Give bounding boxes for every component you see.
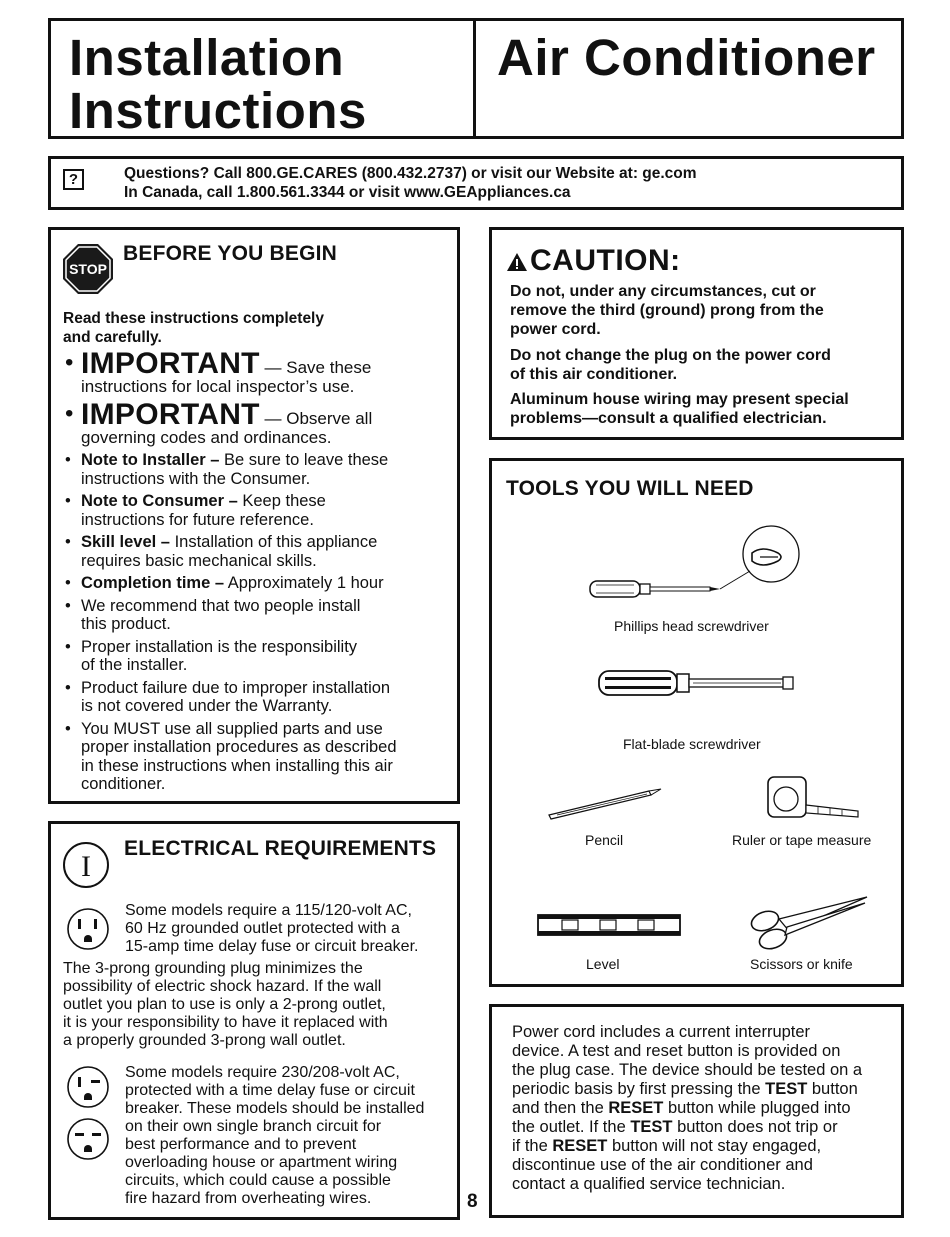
- list-item-skill-level: [63, 533, 453, 570]
- item-text: Be sure to leave these: [219, 451, 389, 469]
- caution-title: [506, 244, 681, 278]
- 208v-outlet-icon: [65, 1116, 111, 1162]
- list-item-note-consumer: [63, 492, 453, 529]
- power-cord-text: [512, 1023, 897, 1194]
- three-prong-outlet-icon: [65, 906, 111, 952]
- item-text: conditioner.: [81, 775, 166, 793]
- item-text: Keep these: [237, 492, 326, 510]
- item-text: governing codes and ordinances.: [81, 427, 332, 447]
- caution-plug: [510, 346, 895, 384]
- text-line: discontinue use of the air conditioner and: [512, 1156, 813, 1174]
- power-cord-box: [489, 1004, 904, 1218]
- text-line: Some models require a 115/120-volt AC,: [125, 902, 412, 919]
- list-item-two-people: [63, 597, 453, 634]
- intro-line: and carefully.: [63, 329, 162, 346]
- item-text: — Save these: [259, 358, 372, 377]
- electrical-120v-text: [125, 902, 455, 956]
- warning-triangle-icon: [506, 252, 528, 272]
- tools-title: TOOLS YOU WILL NEED: [506, 477, 754, 500]
- item-key: Skill level –: [81, 533, 170, 551]
- info-icon: [61, 840, 111, 890]
- item-text: Approximately 1 hour: [224, 574, 384, 592]
- electrical-title: ELECTRICAL REQUIREMENTS: [124, 837, 437, 860]
- reset-keyword: RESET: [608, 1099, 664, 1117]
- text-line: Aluminum house wiring may present special: [510, 391, 849, 408]
- level-label: Level: [586, 956, 620, 972]
- test-keyword: TEST: [765, 1080, 808, 1098]
- text-line: Power cord includes a current interrupter: [512, 1023, 811, 1041]
- item-text: in these instructions when installing this air: [81, 756, 393, 775]
- caution-ground-prong: [510, 282, 895, 339]
- list-item-note-installer: [63, 451, 453, 488]
- caution-box: [489, 227, 904, 440]
- item-text: instructions for local inspector’s use.: [81, 377, 355, 396]
- list-item-responsibility: [63, 638, 453, 675]
- item-text: You MUST use all supplied parts and use: [81, 719, 383, 738]
- electrical-requirements-box: [48, 821, 460, 1220]
- caution-aluminum: [510, 390, 895, 428]
- item-text: is not covered under the Warranty.: [81, 697, 333, 715]
- text-line: device. A test and reset button is provided on: [512, 1042, 841, 1060]
- text-line: fire hazard from overheating wires.: [125, 1190, 372, 1207]
- text-line: 15-amp time delay fuse or circuit breaker.: [125, 938, 419, 955]
- intro-line: Read these instructions completely: [63, 310, 324, 327]
- page-number: 8: [467, 1191, 478, 1212]
- text-line: Do not, under any circumstances, cut or: [510, 283, 816, 300]
- text-line: button does not trip or: [672, 1118, 838, 1136]
- text-line: possibility of electric shock hazard. If the wall: [63, 978, 382, 995]
- item-key: Note to Installer –: [81, 451, 220, 469]
- item-text: of the installer.: [81, 656, 188, 674]
- document-title: [69, 31, 367, 137]
- tape-measure-icon: [762, 769, 862, 829]
- reset-keyword: RESET: [552, 1137, 608, 1155]
- ruler-label: Ruler or tape measure: [732, 832, 872, 848]
- header-box: [48, 18, 904, 139]
- title-line-1: Installation: [69, 29, 345, 86]
- item-text: We recommend that two people install: [81, 596, 361, 615]
- text-line: remove the third (ground) prong from the: [510, 302, 824, 319]
- text-line: problems—consult a qualified electrician.: [510, 410, 827, 427]
- scissors-label: Scissors or knife: [750, 956, 853, 972]
- text-line: The 3-prong grounding plug minimizes the: [63, 960, 363, 977]
- text-line: and then the: [512, 1099, 609, 1117]
- contact-text: [124, 164, 697, 202]
- text-line: if the: [512, 1137, 553, 1155]
- before-intro: [63, 309, 324, 347]
- list-item-supplied-parts: [63, 720, 453, 794]
- text-line: a properly grounded 3-prong wall outlet.: [63, 1032, 346, 1049]
- list-item-important-save: [63, 347, 453, 397]
- item-key: Note to Consumer –: [81, 492, 238, 510]
- product-title: Air Conditioner: [497, 29, 876, 86]
- item-text: Product failure due to improper installation: [81, 678, 391, 697]
- flat-screwdriver-icon: [597, 663, 797, 703]
- 230v-outlet-icon: [65, 1064, 111, 1110]
- item-text: this product.: [81, 615, 171, 633]
- text-line: Some models require 230/208-volt AC,: [125, 1064, 400, 1081]
- text-line: the plug case. The device should be tested on a: [512, 1061, 863, 1079]
- text-line: periodic basis by first pressing the: [512, 1080, 766, 1098]
- item-text: instructions for future reference.: [81, 510, 314, 529]
- contact-line-us: Questions? Call 800.GE.CARES (800.432.2737) or visit our Website at: ge.com: [124, 165, 697, 182]
- scissors-icon: [747, 893, 877, 953]
- text-line: overloading house or apartment wiring: [125, 1154, 398, 1171]
- text-line: protected with a time delay fuse or circuit: [125, 1082, 415, 1099]
- text-line: contact a qualified service technician.: [512, 1175, 786, 1193]
- header-divider: [473, 21, 476, 136]
- phillips-screwdriver-icon: [582, 523, 822, 613]
- list-item-important-observe: [63, 397, 453, 448]
- before-title: BEFORE YOU BEGIN: [123, 242, 338, 265]
- text-line: on their own single branch circuit for: [125, 1118, 382, 1135]
- item-text: requires basic mechanical skills.: [81, 551, 317, 570]
- text-line: breaker. These models should be installed: [125, 1100, 425, 1117]
- contact-box: [48, 156, 904, 210]
- item-text: — Observe all: [259, 408, 373, 428]
- level-icon: [536, 911, 686, 941]
- flat-label: Flat-blade screwdriver: [623, 736, 761, 752]
- list-item-warranty: [63, 679, 453, 716]
- tools-box: [489, 458, 904, 987]
- item-text: Installation of this appliance: [169, 533, 378, 551]
- caution-title-text: CAUTION:: [530, 244, 681, 277]
- important-label: IMPORTANT: [81, 347, 260, 380]
- important-label: IMPORTANT: [81, 397, 260, 431]
- phillips-label: Phillips head screwdriver: [614, 618, 769, 634]
- question-mark-icon: ?: [63, 169, 84, 190]
- text-line: it is your responsibility to have it replaced with: [63, 1014, 388, 1031]
- text-line: best performance and to prevent: [125, 1136, 357, 1153]
- pencil-icon: [547, 783, 667, 823]
- text-line: 60 Hz grounded outlet protected with a: [125, 920, 400, 937]
- title-line-2: Instructions: [69, 82, 367, 139]
- text-line: power cord.: [510, 321, 601, 338]
- electrical-grounding-text: [63, 960, 458, 1050]
- svg-text:I: I: [81, 850, 91, 883]
- electrical-230v-text: [125, 1064, 455, 1208]
- text-line: outlet you plan to use is only a 2-prong outlet,: [63, 996, 386, 1013]
- item-text: instructions with the Consumer.: [81, 469, 311, 488]
- text-line: Do not change the plug on the power cord: [510, 347, 831, 364]
- contact-line-canada: In Canada, call 1.800.561.3344 or visit www.GEAppliances.ca: [124, 184, 571, 201]
- before-you-begin-box: [48, 227, 460, 804]
- stop-sign-text: STOP: [69, 261, 107, 277]
- text-line: button: [807, 1080, 858, 1098]
- stop-sign-icon: [62, 243, 114, 295]
- list-item-completion-time: [63, 574, 453, 593]
- item-text: Proper installation is the responsibility: [81, 637, 358, 656]
- text-line: button will not stay engaged,: [607, 1137, 822, 1155]
- test-keyword: TEST: [630, 1118, 673, 1136]
- before-list: [63, 347, 453, 798]
- text-line: of this air conditioner.: [510, 366, 678, 383]
- text-line: circuits, which could cause a possible: [125, 1172, 391, 1189]
- item-text: proper installation procedures as described: [81, 738, 397, 756]
- text-line: the outlet. If the: [512, 1118, 631, 1136]
- text-line: button while plugged into: [663, 1099, 851, 1117]
- item-key: Completion time –: [81, 574, 225, 592]
- pencil-label: Pencil: [585, 832, 624, 848]
